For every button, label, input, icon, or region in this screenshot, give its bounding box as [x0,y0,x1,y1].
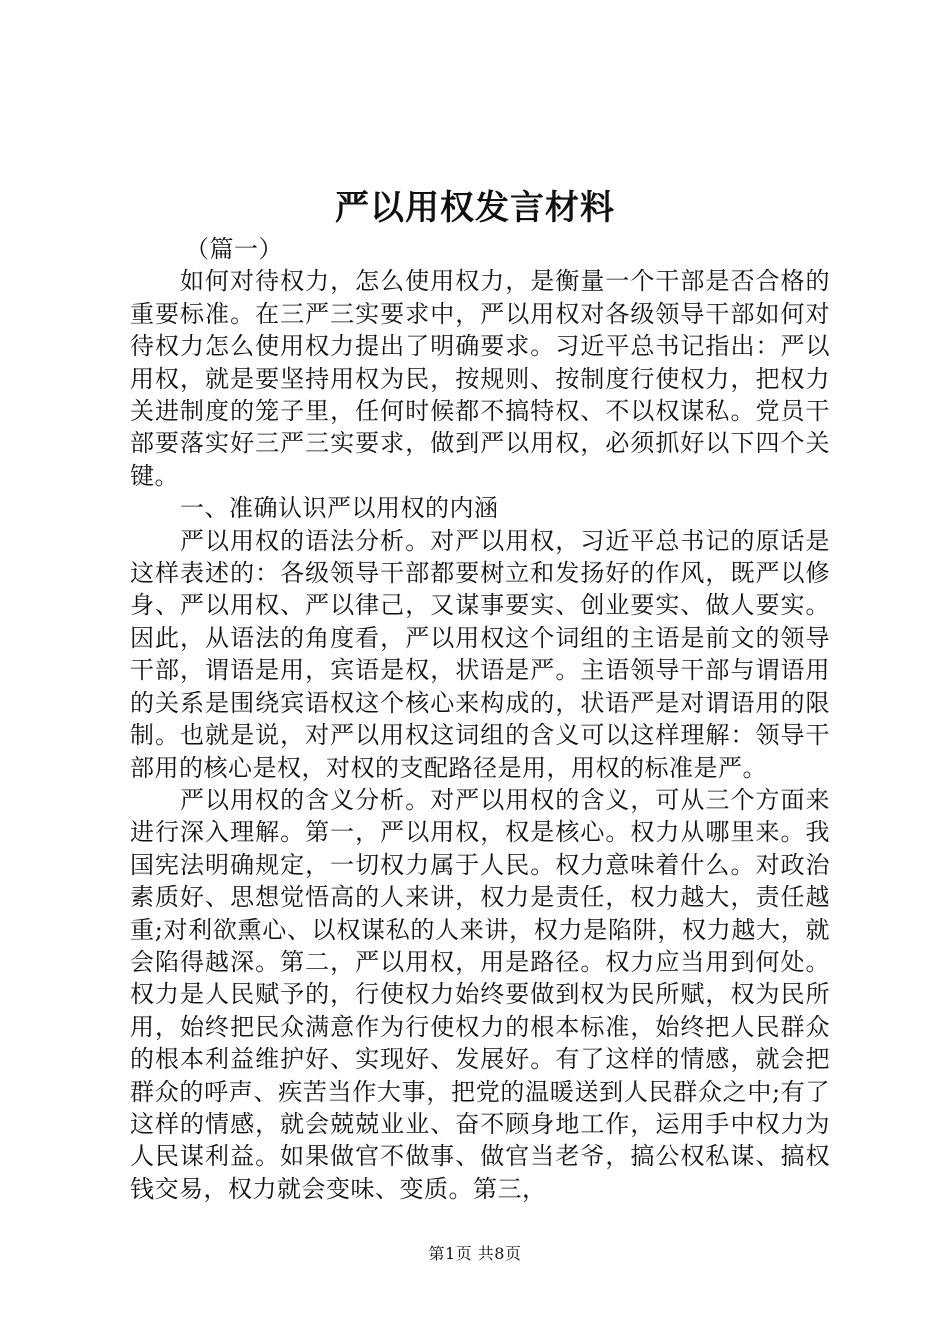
section-heading: 一、准确认识严以用权的内涵 [180,494,499,523]
document-title: 严以用权发言材料 [335,188,615,228]
section-label: （篇一） [185,235,283,263]
intro-paragraph: 如何对待权力，怎么使用权力，是衡量一个干部是否合格的重要标准。在三严三实要求中，严以用权对各级领导干部如何对待权力怎么使用权力提出了明确要求。习近平总书记指出：严以用权，就是要坚持用权为民，按规则、按制度行使权力，把权力关进制度的笼子里，任何时候都不搞特权、不以权谋私。党员干部要落实好三严三实要求，做到严以用权，必须抓好以下四个关键。 [130,267,830,490]
page-footer: 第1页 共8页 [428,1244,522,1263]
document-body [130,233,830,1205]
meaning-analysis-paragraph: 严以用权的含义分析。对严以用权的含义，可从三个方面来进行深入理解。第一，严以用权，权是核心。权力从哪里来。我国宪法明确规定，一切权力属于人民。权力意味着什么。对政治素质好、思想觉悟高的人来讲，权力是责任，权力越大，责任越重;对利欲熏心、以权谋私的人来讲，权力是陷阱，权力越大，就会陷得越深。第二，严以用权，用是路径。权力应当用到何处。权力是人民赋予的，行使权力始终要做到权为民所赋，权为民所用，始终把民众满意作为行使权力的根本标准，始终把人民群众的根本利益维护好、实现好、发展好。有了这样的情感，就会把群众的呼声、疾苦当作大事，把党的温暖送到人民群众之中;有了这样的情感，就会兢兢业业、奋不顾身地工作，运用手中权力为人民谋利益。如果做官不做事、做官当老爷，搞公权私谋、搞权钱交易，权力就会变味、变质。第三， [130,785,830,1203]
grammar-analysis-paragraph: 严以用权的语法分析。对严以用权，习近平总书记的原话是这样表述的：各级领导干部都要树立和发扬好的作风，既严以修身、严以用权、严以律己，又谋事要实、创业要实、做人要实。因此，从语法的角度看，严以用权这个词组的主语是前文的领导干部，谓语是用，宾语是权，状语是严。主语领导干部与谓语用的关系是围绕宾语权这个核心来构成的，状语严是对谓语用的限制。也就是说，对严以用权这词组的含义可以这样理解：领导干部用的核心是权，对权的支配路径是用，用权的标准是严。 [130,526,830,782]
